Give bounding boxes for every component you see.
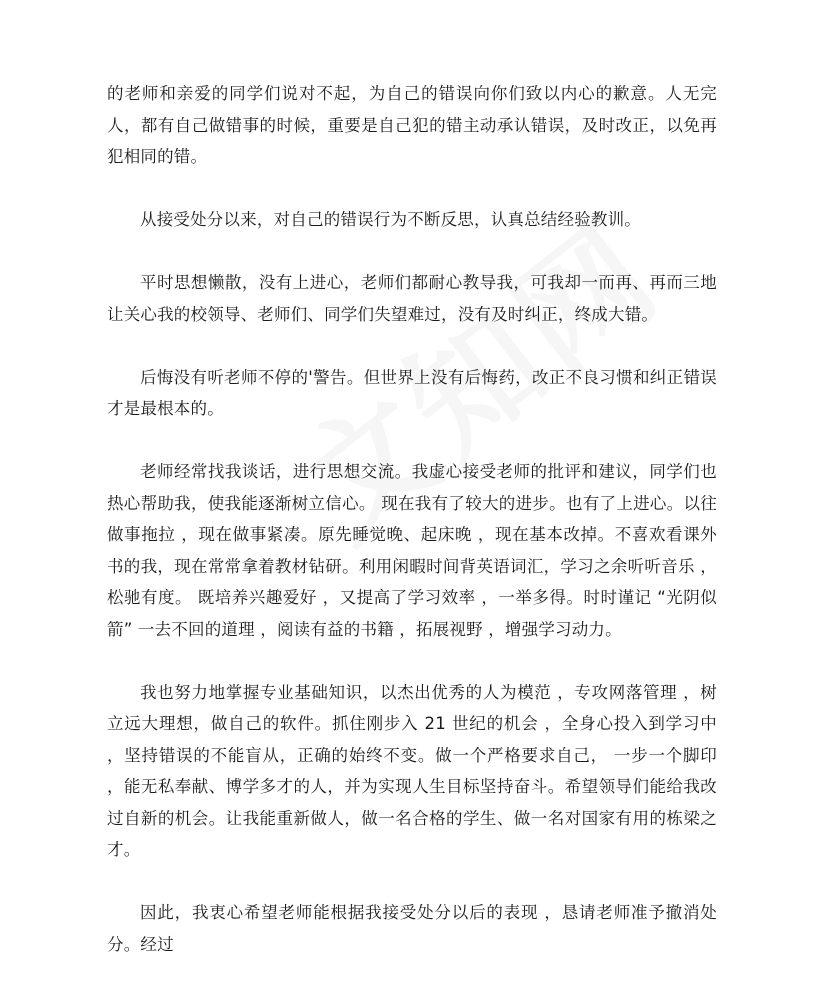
- paragraph-7: 因此，我衷心希望老师能根据我接受处分以后的表现 ，恳请老师准予撤消处分。经过: [107, 903, 717, 954]
- paragraph-4: 后悔没有听老师不停的'警告。但世界上没有后悔药，改正不良习惯和纠正错误才是最根本的。: [107, 367, 717, 418]
- paragraph-5: 老师经常找我谈话，进行思想交流。我虚心接受老师的批评和建议，同学们也热心帮助我，使我能逐渐树立信心。 现在我有了较大的进步。也有了上进心。以往做事拖拉 ，现在做事紧凑。原先睡觉晚、起床晚 ，现在基本改掉。不喜欢看课外书的我，现在常常拿着教材钻研。利用闲暇时间背英语词汇，学习之余听听音乐 ，松驰有度。 既培养兴趣爱好 ，又提高了学习效率 ，一举多得。时时谨记 “光阴似箭” 一去不回的道理 ，阅读有益的书籍 ，拓展视野 ，增强学习动力。: [107, 462, 717, 639]
- paragraph-3: 平时思想懒散，没有上进心，老师们都耐心教导我，可我却一而再、再而三地让关心我的校领导、老师们、同学们失望难过，没有及时纠正，终成大错。: [107, 273, 717, 324]
- paragraph-2: 从接受处分以来，对自己的错误行为不断反思，认真总结经验教训。: [140, 210, 641, 229]
- paragraph-1: 的老师和亲爱的同学们说对不起，为自己的错误向你们致以内心的歉意。人无完人，都有自己做错事的时候，重要是自己犯的错主动承认错误，及时改正，以免再犯相同的错。: [107, 84, 717, 166]
- paragraph-6: 我也努力地掌握专业基础知识，以杰出优秀的人为模范 ，专攻网落管理 ，树立远大理想，做自己的软件。抓住刚步入 21 世纪的机会 ，全身心投入到学习中 ，坚持错误的不能盲从，正确的始终不变。做一个严格要求自己， 一步一个脚印 ，能无私奉献、博学多才的人，并为实现人生目标坚持奋斗。希望领导们能给我改过自新的机会。让我能重新做人，做一名合格的学生、做一名对国家有用的栋梁之才。: [107, 682, 717, 859]
- document-body: [107, 78, 717, 960]
